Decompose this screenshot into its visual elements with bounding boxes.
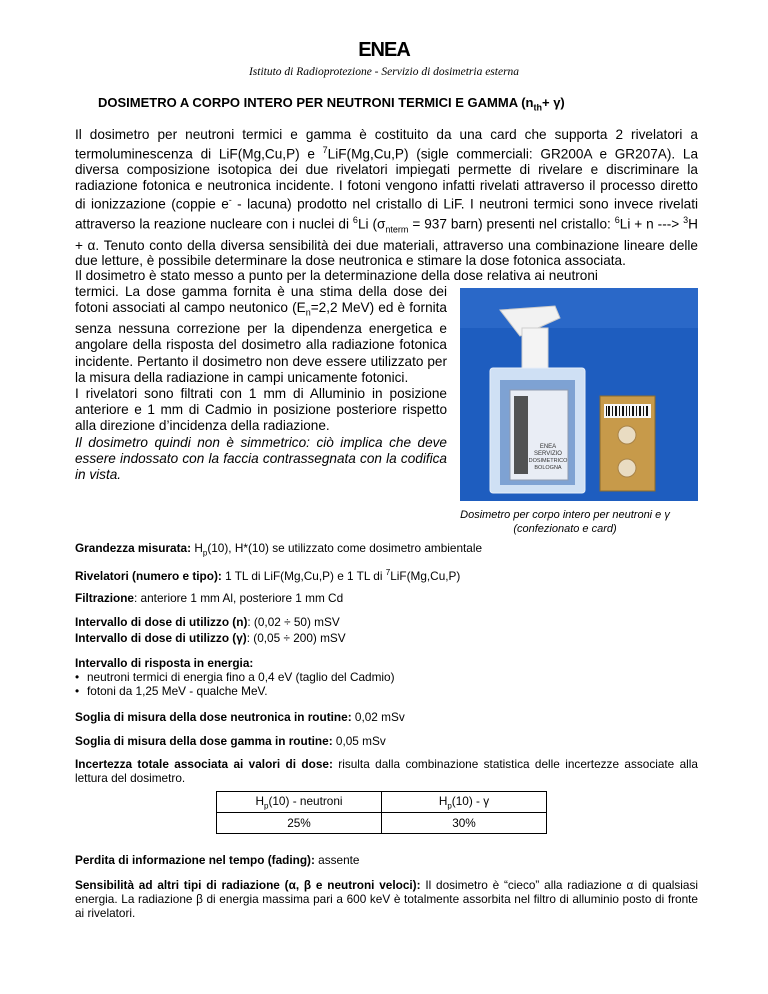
page-title: DOSIMETRO A CORPO INTERO PER NEUTRONI TERMICI E GAMMA $(n_{th}+ \gamma)$: [98, 95, 565, 113]
filtrazione-field: Filtrazione: anteriore 1 mm Al, posteriore 1 mm Cd: [75, 591, 344, 605]
intervallo-gamma-field: Intervallo di dose di utilizzo (γ): (0,05 ÷ 200) mSV: [75, 631, 346, 645]
table-header-gamma: $H_p(10)$ - γ: [382, 792, 547, 813]
risposta-energia-field: Intervallo di risposta in energia: • neutroni termici di energia fino a 0,4 eV (taglio del Cadmio) • fotoni da 1,25 MeV - qualche MeV.: [75, 656, 698, 698]
intro-paragraph: Il dosimetro per neutroni termici e gamma è costituito da una card che supporta 2 rivelatori a termoluminescenza di LiF(Mg,Cu,P) e $^7$LiF(Mg,Cu,P) (sigle commerciali: GR200A e GR207A). La diversa composizione isotopica dei due rivelatori impiegati permette di rivelare e discriminare la radiazione fotonica e neutronica incidente. I fotoni vengono infatti rivelati attraverso il processo diretto di ionizzazione (coppie e- - lacuna) prodotto nel cristallo di LiF. I neutroni termici sono invece rivelati attraverso la reazione nucleare con i nuclei di $^6$Li ($\sigma_{nterm} = 937$ barn) presenti nel cristallo: $^6$Li + n ---> $^3$H + α. Tenuto conto della diversa sensibilità dei due materiali, attraverso una combinazione lineare delle due letture, è possibile determinare la dose neutronica e stimare la dose fotonica associata.: [75, 127, 699, 269]
italic-warning: Il dosimetro quindi non è simmetrico: ciò implica che deve essere indossato con la faccia contrassegnata con la codifica in vista.: [75, 434, 447, 482]
list-item: • neutroni termici di energia fino a 0,4 eV (taglio del Cadmio): [87, 670, 698, 684]
card-text-4: BOLOGNA: [534, 465, 562, 471]
enea-logo: [352, 38, 416, 60]
card-text-1: ENEA: [539, 444, 557, 450]
soglia-neutronica-field: Soglia di misura della dose neutronica in routine: 0,02 mSv: [75, 710, 405, 724]
grandezza-field: Grandezza misurata: $H_p(10)$, H*(10) se utilizzato come dosimetro ambientale: [75, 541, 483, 558]
card-text-3: DOSIMETRICO: [528, 458, 568, 464]
intro-paragraph-2: Il dosimetro è stato messo a punto per la determinazione della dose relativa ai neutroni: [75, 268, 598, 283]
risposta-list: [75, 670, 698, 698]
left-column-text: termici. La dose gamma fornita è una stima della dose dei fotoni associati al campo neutonico ($E_n=2,2$ MeV) ed è fornita senza nessuna correzione per la dipendenza energetica e angolare della risposta del dosimetro alla radiazione fotonica incidente. Pertanto il dosimetro non deve essere utilizzato per la misura della radiazione in campi unicamente fotonici. I rivelatori sono filtrati con 1 mm di Alluminio in posizione anteriore e 1 mm di Cadmio in posizione posteriore rispetto alla direzione d’incidenza della radiazione. Il dosimetro quindi non è simmetrico: ciò implica che deve essere indossato con la faccia contrassegnata con la codifica in vista.: [75, 284, 447, 482]
dosimeter-photo: [460, 288, 698, 501]
intervallo-n-field: Intervallo di dose di utilizzo (n): (0,02 ÷ 50) mSV: [75, 615, 340, 629]
table-cell-gamma: 30%: [382, 813, 547, 834]
table-cell-neutroni: 25%: [217, 813, 382, 834]
card-text-2: SERVIZIO: [534, 451, 562, 457]
incertezza-field: Incertezza totale associata ai valori di dose: risulta dalla combinazione statistica delle incertezze associate alla lettura del dosimetro.: [75, 757, 698, 785]
rivelatori-field: Rivelatori (numero e tipo): 1 TL di LiF(Mg,Cu,P) e 1 TL di $^7$LiF(Mg,Cu,P): [75, 568, 461, 583]
photo-caption: Dosimetro per corpo intero per neutroni e γ (confezionato e card): [460, 509, 670, 535]
uncertainty-table: [216, 791, 547, 834]
soglia-gamma-field: Soglia di misura della dose gamma in routine: 0,05 mSv: [75, 734, 386, 748]
table-row: [217, 813, 547, 834]
enea-logo-text: ENEA: [358, 39, 410, 60]
list-item: • fotoni da 1,25 MeV - qualche MeV.: [87, 684, 698, 698]
table-row: [217, 792, 547, 813]
fading-field: Perdita di informazione nel tempo (fading): assente: [75, 853, 360, 867]
table-header-neutroni: $H_p(10)$ - neutroni: [217, 792, 382, 813]
institute-subtitle: Istituto di Radioprotezione - Servizio di dosimetria esterna: [248, 66, 520, 78]
sensibilita-field: Sensibilità ad altri tipi di radiazione (α, β e neutroni veloci): Il dosimetro è “cieco” alla radiazione α di qualsiasi energia. La radiazione β di energia massima pari a 600 keV è totalmente assorbita nel filtro di alluminio posto di fronte ai rivelatori.: [75, 878, 698, 920]
